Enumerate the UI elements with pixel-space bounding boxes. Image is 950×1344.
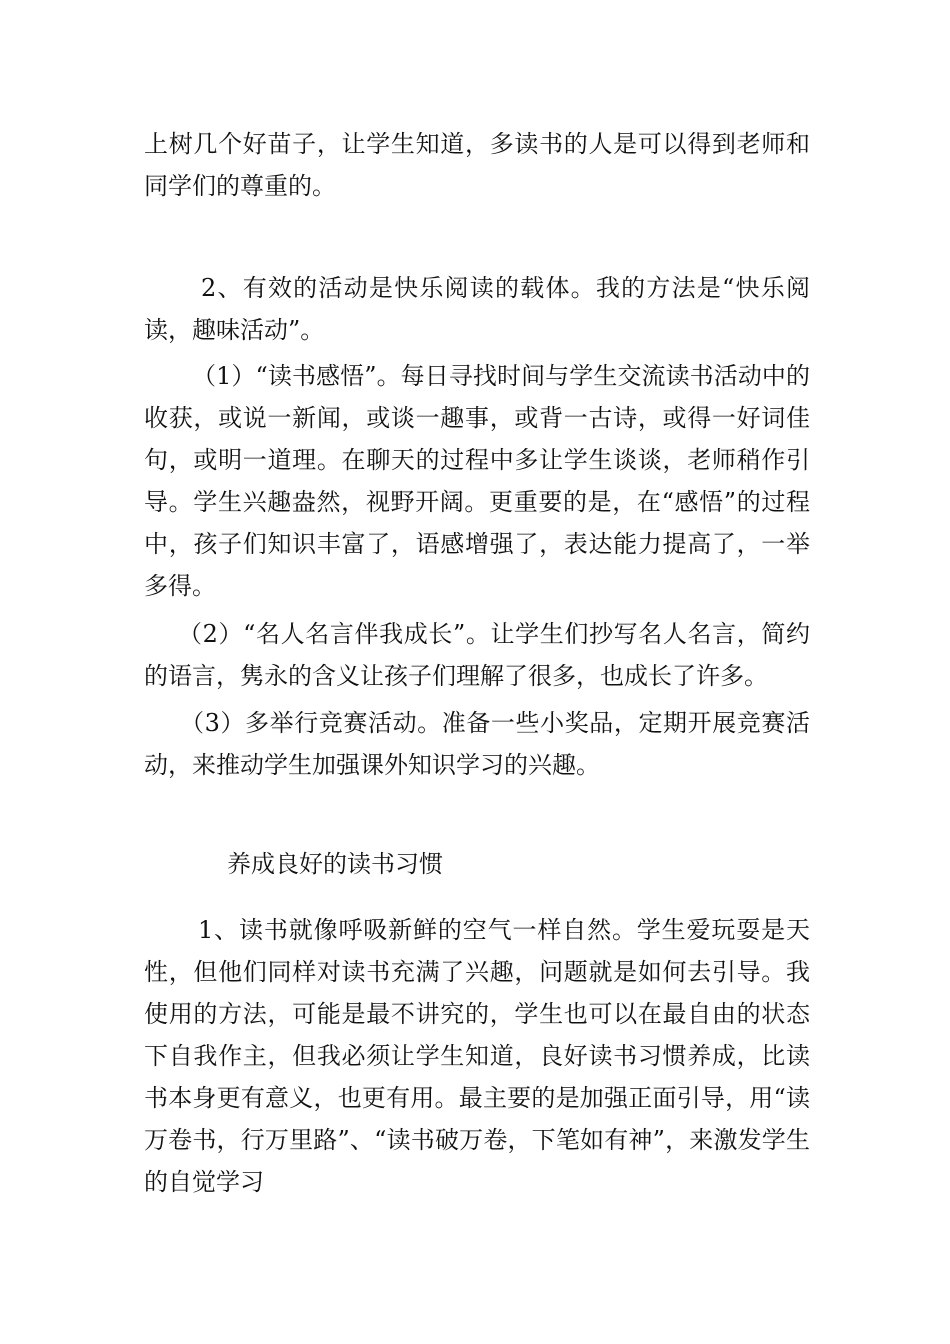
section-heading: 养成良好的读书习惯 (227, 850, 443, 878)
paragraph-reading-habits: 1、读书就像呼吸新鲜的空气一样自然。学生爱玩耍是天性，但他们同样对读书充满了兴趣，问题就是如何去引导。我使用的方法，可能是最不讲究的，学生也可以在最自由的状态下自我作主，但我必须让学生知道，良好读书习惯养成，比读书本身更有意义，也更有用。最主要的是加强正面引导，用“读万卷书，行万里路”、“读书破万卷，下笔如有神”，来激发学生的自觉学习 (144, 916, 810, 1196)
paragraph-famous-quotes: （2）“名人名言伴我成长”。让学生们抄写名人名言，简约的语言，隽永的含义让孩子们理解了很多，也成长了许多。 (144, 620, 810, 690)
paragraph-reading-insight: （1）“读书感悟”。每日寻找时间与学生交流读书活动中的收获，或说一新闻，或谈一趣事，或背一古诗，或得一好词佳句，或明一道理。在聊天的过程中多让学生谈谈，老师稍作引导。学生兴趣盎然，视野开阔。更重要的是，在“感悟”的过程中，孩子们知识丰富了，语感增强了，表达能力提高了，一举多得。 (144, 362, 810, 600)
paragraph-competitions: （3）多举行竞赛活动。准备一些小奖品，定期开展竞赛活动，来推动学生加强课外知识学习的兴趣。 (144, 709, 810, 779)
paragraph-effective-activities: 2、有效的活动是快乐阅读的载体。我的方法是“快乐阅读，趣味活动”。 (144, 274, 810, 344)
paragraph-intro-continuation: 上树几个好苗子，让学生知道，多读书的人是可以得到老师和同学们的尊重的。 (144, 130, 810, 200)
